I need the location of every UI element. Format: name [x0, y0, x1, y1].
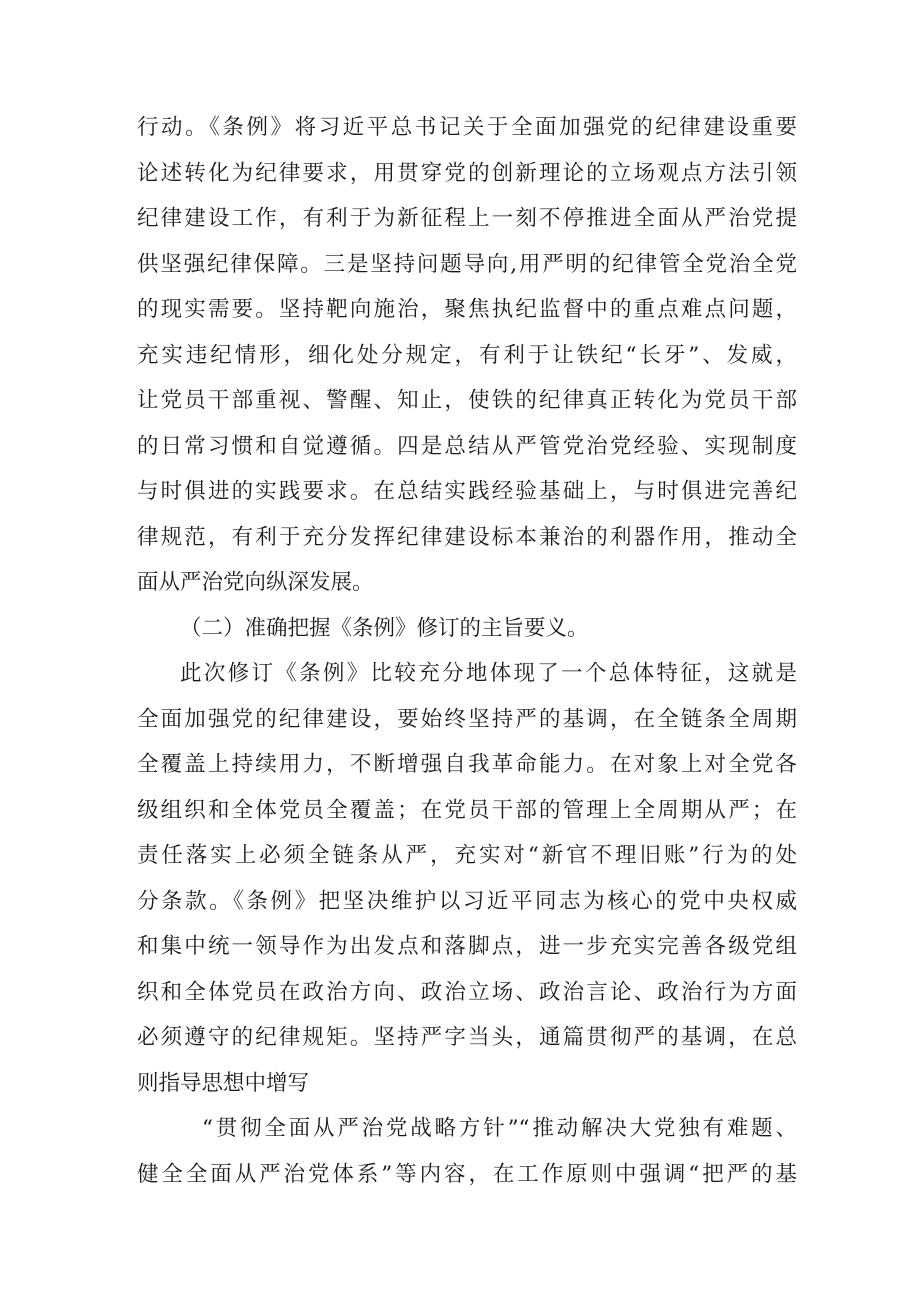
paragraph-line: 分条款。《条例》把坚决维护以习近平同志为核心的党中央权威 [137, 889, 797, 914]
paragraph-line: 论述转化为纪律要求，用贯穿党的创新理论的立场观点方法引领 [137, 161, 797, 186]
paragraph-line: 必须遵守的纪律规矩。坚持严字当头，通篇贯彻严的基调，在总 [137, 1025, 797, 1050]
paragraph-line: 的日常习惯和自觉遵循。四是总结从严管党治党经验、实现制度 [137, 434, 797, 459]
paragraph-line: 责任落实上必须全链条从严，充实对“新官不理旧账”行为的处 [137, 843, 797, 868]
paragraph-line: 和集中统一领导作为出发点和落脚点，进一步充实完善各级党组 [137, 934, 797, 959]
paragraph-line: “贯彻全面从严治党战略方针”“推动解决大党独有难题、 [202, 1116, 797, 1141]
paragraph-line: 织和全体党员在政治方向、政治立场、政治言论、政治行为方面 [137, 980, 797, 1005]
paragraph-line: 与时俱进的实践要求。在总结实践经验基础上，与时俱进完善纪 [137, 479, 797, 504]
paragraph-line: 充实违纪情形，细化处分规定，有利于让铁纪“长牙”、发威， [137, 343, 797, 368]
paragraph-line: 全面加强党的纪律建设，要始终坚持严的基调，在全链条全周期 [137, 707, 797, 732]
paragraph-line: 此次修订《条例》比较充分地体现了一个总体特征，这就是 [180, 661, 797, 686]
paragraph-line: 行动。《条例》将习近平总书记关于全面加强党的纪律建设重要 [137, 115, 797, 140]
paragraph-line: 全覆盖上持续用力，不断增强自我革命能力。在对象上对全党各 [137, 752, 797, 777]
paragraph-line: 供坚强纪律保障。三是坚持问题导向,用严明的纪律管全党治全党 [137, 252, 797, 277]
paragraph-line: 纪律建设工作，有利于为新征程上一刻不停推进全面从严治党提 [137, 206, 797, 231]
paragraph-line: 让党员干部重视、警醒、知止，使铁的纪律真正转化为党员干部 [137, 388, 797, 413]
paragraph-line: 律规范，有利于充分发挥纪律建设标本兼治的利器作用，推动全 [137, 525, 797, 550]
paragraph-line: 的现实需要。坚持靶向施治，聚焦执纪监督中的重点难点问题， [137, 297, 797, 322]
section-heading: （二）准确把握《条例》修订的主旨要义。 [180, 616, 589, 641]
paragraph-line: 健全全面从严治党体系”等内容，在工作原则中强调“把严的基 [137, 1162, 797, 1187]
paragraph-line: 则指导思想中增写 [137, 1071, 310, 1096]
paragraph-line: 面从严治党向纵深发展。 [137, 570, 374, 595]
paragraph-line: 级组织和全体党员全覆盖；在党员干部的管理上全周期从严；在 [137, 798, 797, 823]
